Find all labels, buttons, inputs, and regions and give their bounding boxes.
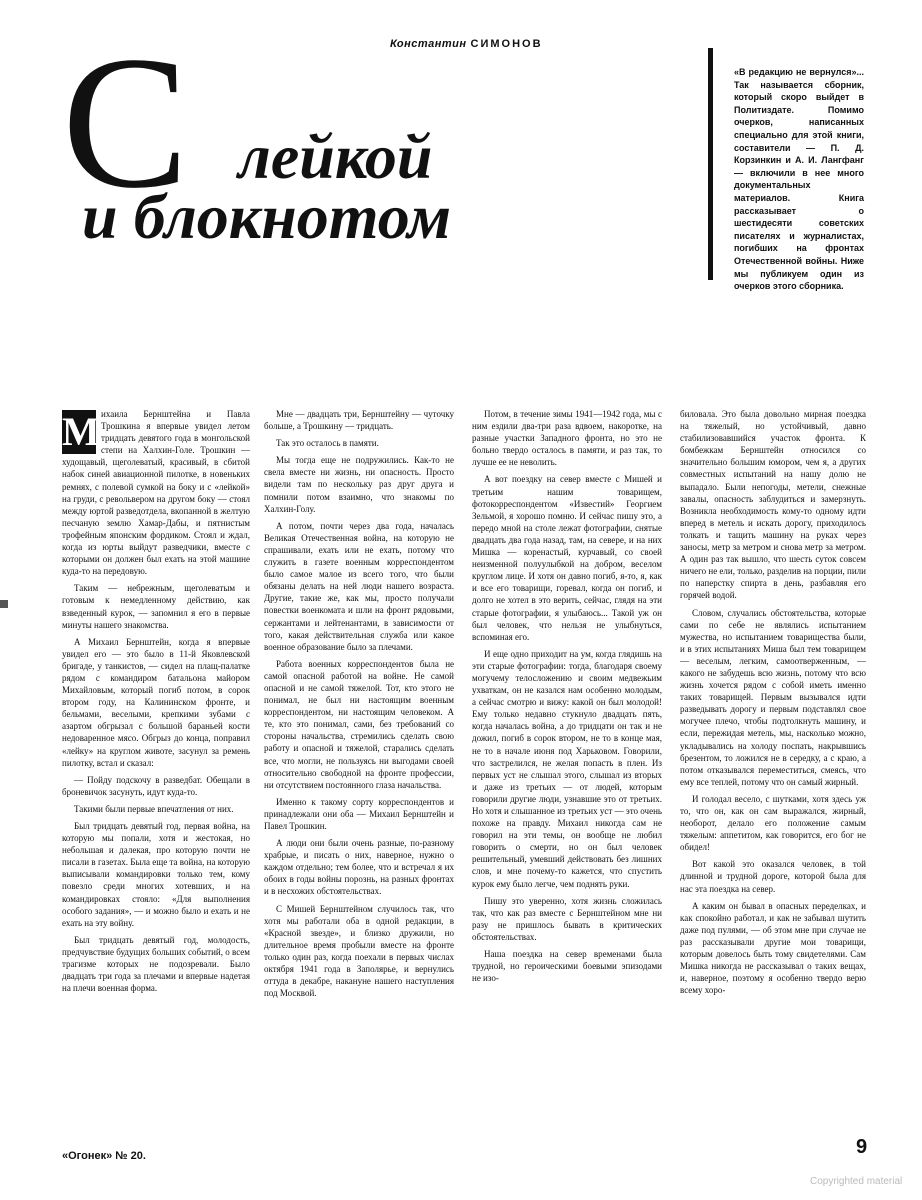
magazine-issue-label: «Огонек» № 20. xyxy=(62,1150,146,1162)
paragraph: А каким он бывал в опасных переделках, и как спокойно работал, и как не забывал шутить даже под пулями, — об этом мне при случае не раз рассказывали другие мои товарищи, которым довелось быть тому свидетелями. Сам Мишка никогда не рассказывал о таких вещах, и, наверное, поэтому я особенно твердо верю всему хоро- xyxy=(680,900,866,996)
paragraph: Словом, случались обстоятельства, которые сами по себе не являлись испытанием мужества, но испытанием товарищества были, и в этих испытаниях Миша был тем товарищем — веселым, легким, самоотверженным, — какого не забудешь всю жизнь, потому что всю жизнь хочется рядом с собой иметь именно таких товарищей. Первым вызывался идти разведывать дорогу и первым подставлял свое могучее плечо, чтобы подтолкнуть машину, и если, пережидая метель, мы, насколько можно, укладывались на холоду поспать, накрывшись брезентом, то ложился не в середку, а с краю, а потом отказывался переместиться, смеясь, что ему все теплей, потому что он самый жирный. xyxy=(680,607,866,787)
paragraph: — Пойду подскочу в разведбат. Обещали в броневичок засунуть, идут куда-то. xyxy=(62,774,250,797)
paragraph: А потом, почти через два года, началась Великая Отечественная война, на которую не спрашивали, ехать или не ехать, потому что служить в газете военным корреспондентом было самое малое из всего того, что были обязаны делать на ней люди нашего возраста. Другие, такие же, как мы, просто получали повестки военкомата и шли на фронт рядовыми, сержантами и лейтенантами, в зависимости от того, какая действительная служба или какое военное образование было за плечами. xyxy=(264,520,454,652)
paragraph: Именно к такому сорту корреспондентов и принадлежали они оба — Михаил Бернштейн и Павел Трошкин. xyxy=(264,796,454,831)
paragraph: Потом, в течение зимы 1941—1942 года, мы с ним ездили два-три раза вдвоем, накоротке, на разные участки Западного фронта, но это не больно твердо осталось в памяти, и раз так, то лучше ее не неволить. xyxy=(472,409,662,468)
paragraph: Мне — двадцать три, Бернштейну — чуточку больше, а Трошкину — тридцать. xyxy=(264,409,454,432)
author-byline xyxy=(390,38,543,50)
paragraph: Вот какой это оказался человек, в той длинной и трудной дороге, которой была для нас эта поездка на север. xyxy=(680,859,866,894)
author-first-name: Константин xyxy=(390,38,467,50)
paragraph: биловала. Это была довольно мирная поездка на тяжелый, но устойчивый, давно стабилизовавшийся участок фронта. К бомбежкам Бернштейн относился со значительно большим юмором, чем я, а других совместных испытаний на нашу долю не выпадало. Были непогоды, метели, снежные завалы, опасность заблудиться и замерзнуть. Возникла необходимость кому-то одному идти вперед в метель и искать дорогу, приходилось толкать и тащить машину на руках через заносы, метр за метром и снова метр за метром. А один раз так вышло, что шесть суток совсем ничего не ели, только, разделив на порции, пили по наперстку спирта в день, разбавляя его горячей водой. xyxy=(680,409,866,601)
paragraph: Такими были первые впечатления от них. xyxy=(74,803,234,814)
drop-cap: М xyxy=(62,409,100,454)
paragraph: Мы тогда еще не подружились. Как-то не свела вместе ни жизнь, ни опасность. Просто видели там по нескольку раз друг друга и помнили потом взаимно, что знакомы по Халхин-Голу. xyxy=(264,455,454,514)
paragraph: И голодал весело, с шутками, хотя здесь уж то, что он, как он сам выражался, жирный, необорот, делало его положение самым тяжелым: аппетитом, как говорится, его бог не обидел! xyxy=(680,793,866,853)
paragraph: Работа военных корреспондентов была не самой опасной работой на войне. Не самой опасной и не самой тяжелой. Тот, кто этого не понимал, не был ни настоящим военным корреспондентом, ни настоящим человеком. А те, кто это понимал, сами, без требований со стороны начальства, стремились сделать свою работу и опасной и тяжелой, старались сделать все, что могли, не пользуясь ни выгодами своей относительно свободной на фронте профессии, ни отсутствием постоянного глаза начальства. xyxy=(264,658,454,790)
paragraph: Пишу это уверенно, хотя жизнь сложилась так, что как раз вместе с Бернштейном мне ни разу не пришлось бывать в критических обстоятельствах. xyxy=(472,895,662,942)
page-number: 9 xyxy=(856,1136,868,1158)
paragraph: А Михаил Бернштейн, когда я впервые увидел его — это было в 11-й Яковлевской бригаде, у танкистов, — сидел на плащ-палатке рядом с командиром батальона майором Михайловым, который погиб потом, в сорок втором году, на Калининском фронте, и бельмами, веселыми, крепкими зубами с азартом обгрызал с большой бараньей кости недоваренное мясо. Обгрыз до конца, поправил «лейку» на круглом животе, засунул за ремень пилотку, встал и сказал: xyxy=(62,636,250,768)
article-column-1 xyxy=(62,408,250,999)
title-line-2: и блокнотом xyxy=(82,181,452,252)
author-last-name: СИМОНОВ xyxy=(470,38,543,50)
title-line-1: лейкой xyxy=(238,121,433,192)
paragraph: ихаила Бернштейна и Павла Трошкина я впервые увидел летом тридцать девятого года в монгольской степи на Халхин-Голе. Трошкин — худощавый, щеголеватый, красивый, в сбитой набок синей авиационной пилотке, в новеньких ремнях, с полевой сумкой на боку и с «лейкой» на груди, с револьвером на другом боку — стоял между юртой разведотдела, вкопанной в желтую песчаную землю Хамар-Дабы, и пятнистым трофейным японским фордиком. Стоял и ждал, когда из юрты выйдут разведчики, вместе с которыми он должен был ехать на этой машине куда-то на передовую. xyxy=(62,409,250,577)
paragraph: Таким — небрежным, щеголеватым и готовым к немедленному действию, как взведенный курок, — запомнил я его в первые минуты нашего знакомства. xyxy=(62,583,250,630)
paragraph: А люди они были очень разные, по-разному храбрые, и писать о них, наверное, нужно о каждом отдельно; тем более, что и встречал я их обоих в годы войны порознь, на разных фронтах и в несхожих обстоятельствах. xyxy=(264,838,454,897)
paragraph: С Мишей Бернштейном случилось так, что хотя мы работали оба в одной редакции, в «Красной звезде», и близко дружили, но длительное время пробыли вместе на фронте только один раз, когда поехали в первых числах октября 1941 года в Заполярье, и вернулись оттуда в декабре, накануне нашего наступления под Москвой. xyxy=(264,903,454,999)
paragraph: И еще одно приходит на ум, когда глядишь на эти старые фотографии: тогда, благодаря своему могучему телосложению и своим медвежьим ухваткам, он не казался нам особенно молодым, а сейчас смотрю и вижу: какой он был молодой! Ему только недавно стукнуло двадцать пять, когда началась война, а до тридцати он так и не дожил, погиб в сорок втором, не то в конце мая, не то в начале июня под Харьковом. Говорили, что застрелился, не желая попасть в плен. Из первых уст не слышал этого, слышал из вторых и даже из третьих — от людей, которым говорили другие люди, узнавшие это от третьих. Но хотя и слышанное из третьих уст — это очень похоже на правду. Михаил никогда сам не говорил на эти темы, он вообще не любил говорить о смерти, но он был человек решительный, умевший действовать без лишних слов, и мне почему-то кажется, что спустить курок ему было легче, чем поднять руки. xyxy=(472,648,662,889)
intro-divider-bar xyxy=(708,48,713,280)
article-column-4 xyxy=(680,408,866,1001)
margin-mark xyxy=(0,600,8,608)
title-big-letter: С xyxy=(62,18,189,228)
paragraph: Был тридцать девятый год, молодость, предчувствие будущих больших событий, о всем трагизме которых не подозревали. Было двадцать три года за плечами и впервые надетая на плечи военная форма. xyxy=(62,934,250,994)
intro-text: «В редакцию не вернулся»... Так называется сборник, который скоро выйдет в Политиздате. Помимо очерков, написанных специально для этой книги, составители — П. Д. Корзинкин и А. И. Лангфанг — включили в нее много документальных материалов. Книга рассказывает о шестидесяти советских писателях и журналистах, погибших на фронтах Отечественной войны. Ниже мы публикуем один из очерков этого сборника. xyxy=(734,67,864,292)
paragraph: А вот поездку на север вместе с Мишей и третьим нашим товарищем, фотокорреспондентом «Известий» Георгием Зельмой, я хорошо помню. И сейчас пишу это, а передо мной на столе лежат фотографии, снятые двадцать два года назад, там, на севере, и на них Мишка — коренастый, курчавый, со своей неизменной полуулыбкой на добром, веселом круглом лице. И хотя он давно погиб, я-то, я, как и все его товарищи, горевал, когда он погиб, и долго не хотел в это верить, сейчас, глядя на эти старые фотографии, я улыбаюсь... Такой уж он был человек, что нельзя не улыбнуться, вспоминая его. xyxy=(472,474,662,642)
paragraph: Так это осталось в памяти. xyxy=(276,438,379,449)
article-column-3 xyxy=(472,408,662,989)
article-column-2 xyxy=(264,408,454,1004)
paragraph: Наша поездка на север временами была трудной, но героическими боевыми эпизодами не изо- xyxy=(472,949,662,984)
paragraph: Был тридцать девятый год, первая война, на которую мы попали, хотя и жестокая, но небольшая и далекая, про которую почти не писали в газетах. Была еще та война, на которую выписывали командировки только тем, кому повезло среди многих хотевших, и на командировках стояло: «Для выполнения особого задания», — и можно было и ехать и не ехать на эту войну. xyxy=(62,821,250,928)
copyright-watermark: Copyrighted material xyxy=(810,1176,903,1187)
